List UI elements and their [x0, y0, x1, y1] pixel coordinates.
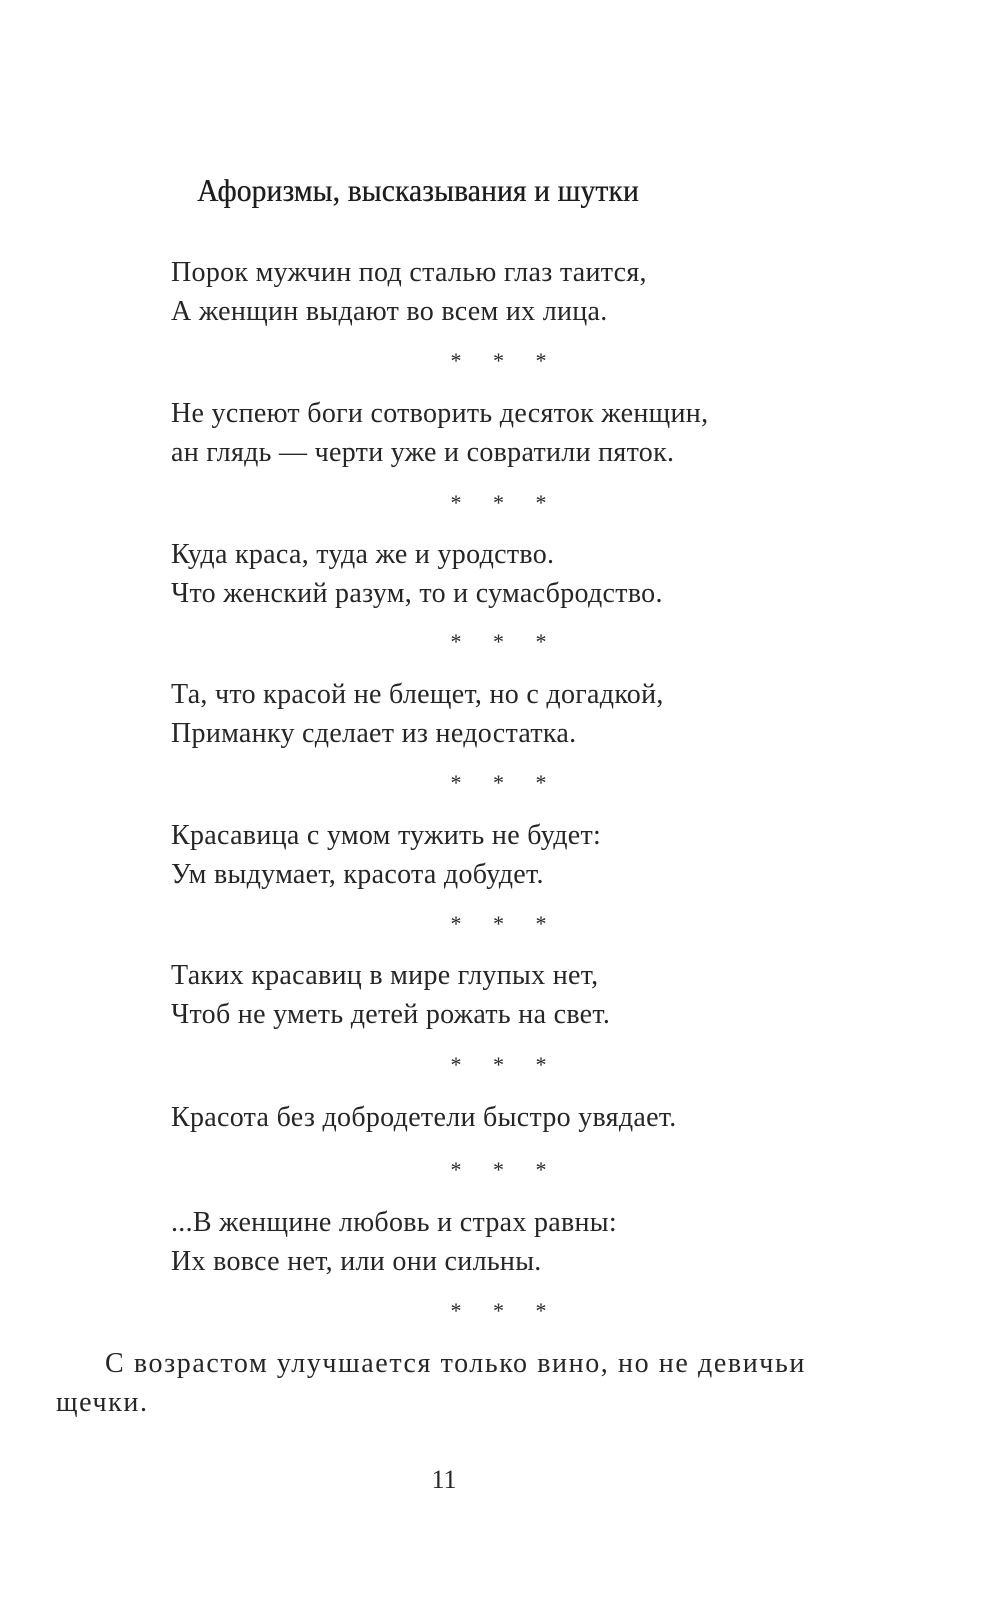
- aphorism-4: [171, 675, 931, 753]
- paragraph-line: щечки.: [56, 1387, 149, 1418]
- aphorism-line: А женщин выдают во всем их лица.: [171, 296, 608, 327]
- aphorism-line: Ум выдумает, красота добудет.: [171, 859, 544, 890]
- aphorism-7: [171, 1098, 931, 1137]
- aphorism-line: Их вовсе нет, или они сильны.: [171, 1246, 542, 1277]
- separator-stars: * * *: [450, 770, 560, 795]
- separator-stars: * * *: [450, 911, 560, 936]
- aphorism-5: [171, 816, 931, 894]
- aphorism-line: Порок мужчин под сталью глаз таится,: [171, 257, 647, 288]
- aphorism-line: Куда краса, туда же и уродство.: [171, 539, 555, 570]
- separator-stars: * * *: [450, 629, 560, 654]
- aphorism-3: [171, 535, 931, 613]
- separator-stars: * * *: [450, 1298, 560, 1323]
- aphorism-line: ...В женщине любовь и страх равны:: [171, 1207, 617, 1238]
- aphorism-line: Не успеют боги сотворить десяток женщин,: [171, 398, 709, 429]
- separator-stars: * * *: [450, 490, 560, 515]
- aphorism-line: Приманку сделает из недостатка.: [171, 718, 577, 749]
- aphorism-line: Красавица с умом тужить не будет:: [171, 820, 602, 851]
- aphorism-1: [171, 253, 931, 331]
- aphorism-8: [171, 1203, 931, 1281]
- aphorism-2: [171, 394, 931, 472]
- aphorism-line: Та, что красой не блещет, но с догадкой,: [171, 679, 664, 710]
- aphorism-line: Чтоб не уметь детей рожать на свет.: [171, 999, 611, 1030]
- separator-stars: * * *: [450, 1157, 560, 1182]
- page-number: 11: [431, 1465, 457, 1494]
- page-title: Афоризмы, высказывания и шутки: [197, 172, 639, 208]
- aphorism-line: Красота без добродетели быстро увядает.: [171, 1102, 677, 1133]
- aphorism-line: Что женский разум, то и сумасбродство.: [171, 578, 663, 609]
- paragraph-line: С возрастом улучшается только вино, но не девичьи: [105, 1348, 806, 1379]
- separator-stars: * * *: [450, 348, 560, 373]
- separator-stars: * * *: [450, 1052, 560, 1077]
- aphorism-line: Таких красавиц в мире глупых нет,: [171, 960, 599, 991]
- aphorism-6: [171, 956, 931, 1034]
- aphorism-line: ан глядь — черти уже и совратили пяток.: [171, 437, 675, 468]
- final-paragraph: [56, 1344, 846, 1422]
